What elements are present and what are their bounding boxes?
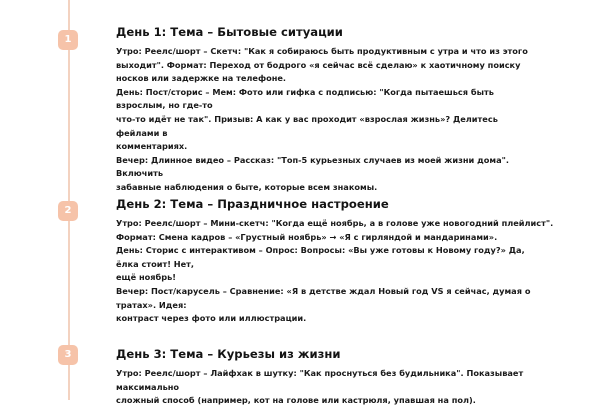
day-3-title: День 3: Тема – Курьезы из жизни [116,347,341,361]
day-1-section [116,24,564,195]
day-1-line: День: Пост/сторис – Мем: Фото или гифка с подписью: "Когда пытаешься быть [116,86,494,97]
day-1-line: носков или задержке на телефоне. [116,73,287,84]
day-2-line: ещё ноябрь! [116,272,177,283]
day-2-line: ёлка стоит! Нет, [116,258,195,269]
timeline-line [68,0,70,400]
day-1-marker: 1 [58,30,78,50]
day-1-line: выходит". Формат: Переход от бодрого «я сейчас всё сделаю» к хаотичному поиску [116,59,521,70]
day-3-marker: 3 [58,345,78,365]
day-2-marker: 2 [58,201,78,221]
day-1-line: взрослым, но где-то [116,100,213,111]
day-1-line: фейлами в [116,127,168,138]
day-1-line: Включить [116,168,164,179]
day-1-title: День 1: Тема – Бытовые ситуации [116,25,343,39]
day-2-line: Вечер: Пост/карусель – Сравнение: «Я в детстве ждал Новый год VS я сейчас, думая о [116,285,531,296]
day-3-line: сложный способ (например, кот на голове или кастрюля, упавшая на пол). [116,395,476,406]
day-2-line: Формат: Смена кадров – «Грустный ноябрь» → «Я с гирляндой и мандаринами». [116,231,498,242]
day-2-line: контраст через фото или иллюстрации. [116,313,307,324]
day-1-line: забавные наблюдения о быте, которые всем знакомы. [116,181,378,192]
day-2-line: День: Сторис с интерактивом – Опрос: Вопросы: «Вы уже готовы к Новому году?» Да, [116,245,525,256]
day-2-line: тратах». Идея: [116,299,187,310]
day-3-section [116,346,564,408]
day-1-line: Вечер: Длинное видео – Рассказ: "Топ-5 курьезных случаев из моей жизни дома". [116,154,509,165]
day-1-line: комментариях. [116,141,188,152]
day-2-line: Утро: Реелс/шорт – Мини-скетч: "Когда ещё ноябрь, а в голове уже новогодний плейлист". [116,218,554,228]
day-3-line: Утро: Реелс/шорт – Лайфхак в шутку: "Как проснуться без будильника". Показывает [116,368,524,378]
day-1-line: что-то идёт не так". Призыв: А как у вас проходит «взрослая жизнь»? Делитесь [116,113,498,124]
day-2-section [116,196,564,326]
day-3-line: максимально [116,381,180,392]
day-1-line: Утро: Реелс/шорт – Скетч: "Как я собираюсь быть продуктивным с утра и что из этого [116,46,528,56]
day-2-title: День 2: Тема – Праздничное настроение [116,197,389,211]
